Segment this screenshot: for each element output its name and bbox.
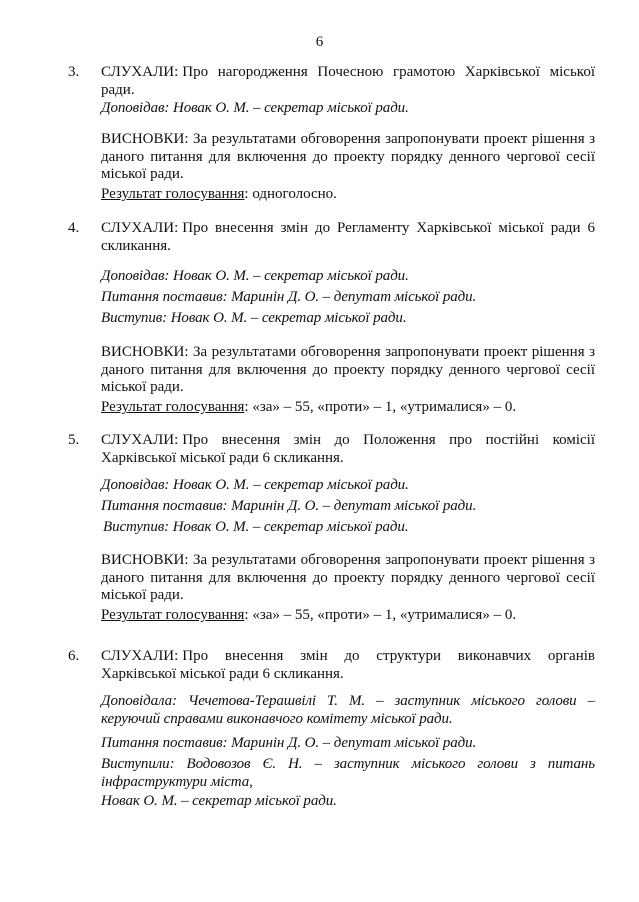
conclusion-label: ВИСНОВКИ: [101,552,189,568]
conclusion-paragraph [101,344,595,397]
speaker-line: Новак О. М. – секретар міської ради. [101,793,337,809]
heard-label: СЛУХАЛИ: [101,64,179,80]
heard-paragraph [101,220,595,255]
speaker-line: Виступив: Новак О. М. – секретар міської ради. [103,519,409,535]
heard-text: Про внесення змін до Регламенту Харківської міської ради 6 скликання. [101,220,595,254]
heard-text: Про нагородження Почесною грамотою Харківської міської ради. [101,64,595,98]
conclusion-text: За результатами обговорення запропонувати проект рішення з даного питання для включення до проекту порядку денного чергової сесії міської ради. [101,131,595,182]
speaker-line: Виступили: Водовозов Є. Н. – заступник міського голови з питань інфраструктури міста, [101,756,595,790]
speaker-line: Доповідав: Новак О. М. – секретар міської ради. [101,477,409,493]
vote-label: Результат голосування [101,607,245,623]
vote-result [101,607,595,625]
heard-paragraph [101,648,595,683]
speaker-line: Питання поставив: Маринін Д. О. – депутат міської ради. [101,289,477,305]
heard-text: Про внесення змін до Положення про постійні комісії Харківської міської ради 6 скликання. [101,432,595,466]
speaker-line: Питання поставив: Маринін Д. О. – депутат міської ради. [101,498,477,514]
heard-paragraph [101,64,595,99]
heard-paragraph [101,432,595,467]
conclusion-label: ВИСНОВКИ: [101,131,189,147]
vote-result [101,399,595,417]
heard-text: Про внесення змін до структури виконавчих органів Харківської міської ради 6 скликання. [101,648,595,682]
speaker-line: Доповідав: Новак О. М. – секретар міської ради. [101,268,409,284]
item-number: 4. [68,220,80,236]
item-number: 6. [68,648,80,664]
conclusion-label: ВИСНОВКИ: [101,344,189,360]
speaker-line: Виступив: Новак О. М. – секретар міської ради. [101,310,407,326]
heard-label: СЛУХАЛИ: [101,220,179,236]
conclusion-paragraph [101,131,595,184]
conclusion-text: За результатами обговорення запропонувати проект рішення з даного питання для включення до проекту порядку денного чергової сесії міської ради. [101,552,595,603]
vote-result [101,186,595,204]
page-number: 6 [315,34,324,50]
vote-label: Результат голосування [101,186,245,202]
speaker-line: Доповідав: Новак О. М. – секретар міської ради. [101,100,409,116]
speaker-line: Доповідала: Чечетова-Терашвілі Т. М. – заступник міського голови – керуючий справами виконавчого комітету міської ради. [101,693,595,727]
heard-label: СЛУХАЛИ: [101,432,179,448]
item-number: 5. [68,432,80,448]
vote-text: : «за» – 55, «проти» – 1, «утрималися» – 0. [244,399,517,415]
vote-text: : «за» – 55, «проти» – 1, «утрималися» – 0. [244,607,517,623]
conclusion-paragraph [101,552,595,605]
vote-text: : одноголосно. [244,186,337,202]
item-number: 3. [68,64,80,80]
conclusion-text: За результатами обговорення запропонувати проект рішення з даного питання для включення до проекту порядку денного чергової сесії міської ради. [101,344,595,395]
heard-label: СЛУХАЛИ: [101,648,179,664]
vote-label: Результат голосування [101,399,245,415]
speaker-line: Питання поставив: Маринін Д. О. – депутат міської ради. [101,735,477,751]
